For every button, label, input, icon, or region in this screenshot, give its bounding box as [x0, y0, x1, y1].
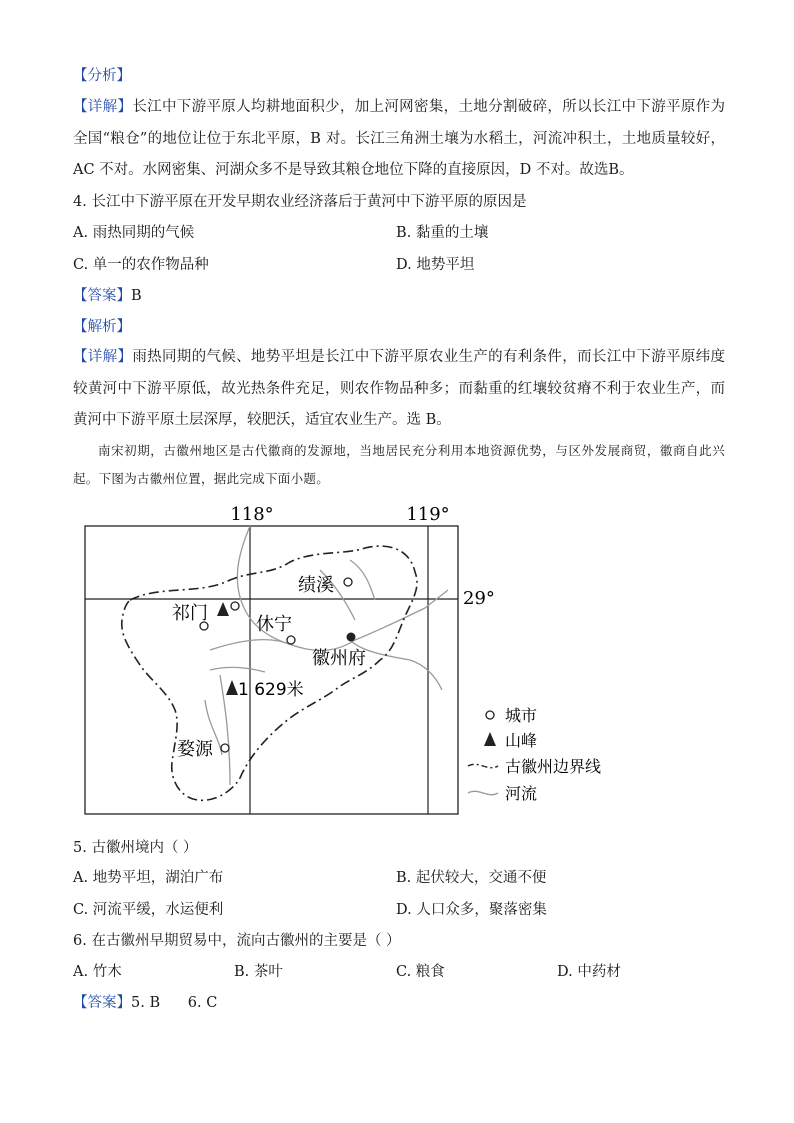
final-answer-text: 5. B 6. C	[131, 995, 218, 1011]
city-jixi-marker	[344, 578, 352, 586]
map-frame	[85, 526, 458, 814]
city-qimen-upper-marker	[231, 602, 239, 610]
peak-qimen-icon	[217, 602, 229, 616]
peak-1629-label: 1 629米	[238, 680, 304, 700]
q4-detail-text: 雨热同期的气候、地势平坦是长江中下游平原农业生产的有利条件，而长江中下游平原纬度较黄河中下游平原低，故光热条件充足，则农作物品种多；而黏重的红壤较贫瘠不利于农业生产，而黄河中下游平原土层深厚，较肥沃，适宜农业生产。选 B。	[73, 349, 726, 428]
river-north-east	[350, 560, 375, 600]
river-peak	[210, 667, 265, 672]
detail-tag: 【详解】	[73, 99, 133, 115]
q4-option-a: A. 雨热同期的气候	[73, 225, 195, 241]
q5-option-b: B. 起伏较大，交通不便	[396, 870, 547, 886]
peak-1629-icon	[226, 680, 238, 695]
legend-peak-icon	[484, 732, 496, 746]
city-xiuning-marker	[287, 636, 295, 644]
detail-paragraph-1	[73, 92, 725, 187]
q6-option-b: B. 茶叶	[234, 964, 283, 980]
river-north	[237, 526, 355, 650]
q4-option-b: B. 黏重的土壤	[396, 225, 489, 241]
lon-119-label: 119°	[406, 504, 450, 525]
answer-tag: 【答案】	[73, 288, 131, 304]
question-6-stem: 6. 在古徽州早期贸易中，流向古徽州的主要是（ ）	[73, 933, 401, 949]
city-huizhoufu-marker	[347, 633, 356, 642]
legend-city-icon	[486, 711, 494, 719]
q6-option-c: C. 粮食	[396, 964, 445, 980]
question-5-stem: 5. 古徽州境内（ ）	[73, 840, 198, 856]
city-qimen-label: 祁门	[172, 603, 208, 624]
legend-river-icon	[468, 791, 498, 794]
q4-detail-tag: 【详解】	[73, 349, 133, 365]
legend-border-icon	[468, 764, 498, 767]
q4-answer-line	[73, 286, 142, 306]
final-answer-line	[73, 993, 217, 1013]
q4-detail-paragraph	[73, 342, 725, 437]
q6-option-a: A. 竹木	[73, 964, 122, 980]
city-xiuning-label: 休宁	[256, 614, 292, 635]
city-huizhoufu-label: 徽州府	[312, 648, 366, 669]
legend-city-label: 城市	[505, 706, 538, 725]
detail-text: 长江中下游平原人均耕地面积少，加上河网密集，土地分割破碎，所以长江中下游平原作为全国“粮仓”的地位让位于东北平原，B 对。长江三角洲土壤为水稻土，河流冲积土，土地质量较好，AC 不对。水网密集、河湖众多不是导致其粮仓地位下降的直接原因，D 不对。故选B。	[73, 99, 726, 178]
final-answer-tag: 【答案】	[73, 995, 131, 1011]
q5-option-a: A. 地势平坦，湖泊广布	[73, 870, 224, 886]
river-east	[355, 590, 448, 640]
legend-river-label: 河流	[505, 784, 538, 803]
q4-option-c: C. 单一的农作物品种	[73, 257, 209, 273]
lon-118-label: 118°	[230, 504, 274, 525]
city-wuyuan-marker	[221, 744, 229, 752]
city-jixi-label: 绩溪	[298, 575, 334, 596]
map-legend	[468, 706, 601, 803]
river-west	[210, 640, 292, 650]
city-wuyuan-label: 婺源	[177, 739, 213, 760]
q5-option-c: C. 河流平缓，水运便利	[73, 902, 224, 918]
legend-peak-label: 山峰	[505, 731, 538, 750]
q4-option-d: D. 地势平坦	[396, 257, 475, 273]
analysis-header: 【分析】	[73, 68, 131, 84]
huizhou-border	[122, 546, 417, 800]
answer-value: B	[131, 288, 142, 304]
q6-option-d: D. 中药材	[557, 964, 621, 980]
lat-29-label: 29°	[463, 588, 495, 609]
huizhou-map	[80, 500, 640, 820]
question-4-stem: 4. 长江中下游平原在开发早期农业经济落后于黄河中下游平原的原因是	[73, 194, 527, 210]
legend-border-label: 古徽州边界线	[505, 757, 602, 776]
q5-option-d: D. 人口众多，聚落密集	[396, 902, 547, 918]
material-intro: 南宋初期，古徽州地区是古代徽商的发源地，当地居民充分利用本地资源优势，与区外发展商贸，徽商自此兴起。下图为古徽州位置，据此完成下面小题。	[73, 443, 725, 486]
q4-analysis-header: 【解析】	[73, 319, 131, 335]
